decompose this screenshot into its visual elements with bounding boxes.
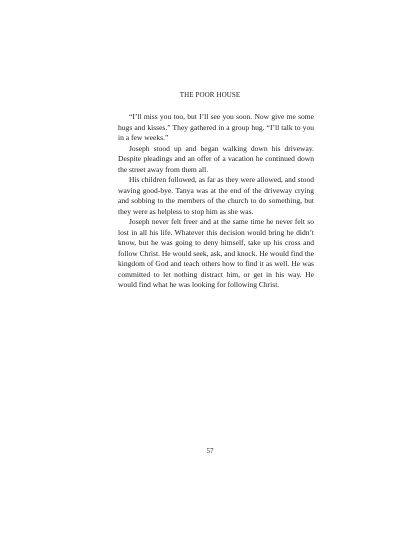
running-header: THE POOR HOUSE: [179, 91, 241, 99]
page-number: 57: [206, 447, 214, 455]
paragraph: “I’ll miss you too, but I’ll see you soon. Now give me some hugs and kisses.” They gathered in a group hug. “I’ll talk to you in a few weeks.”: [118, 112, 314, 142]
paragraph: Joseph stood up and began walking down his driveway. Despite pleadings and an offer of a vacation he continued down the street away from them all.: [118, 143, 314, 174]
body-text: [118, 112, 314, 291]
paragraph: His children followed, as far as they were allowed, and stood waving good-bye. Tanya was at the end of the driveway crying and sobbing to the members of the church to do something, but they were as helpless to stop him as she was.: [118, 175, 314, 216]
paragraph: Joseph never felt freer and at the same time he never felt so lost in all his life. Whatever this decision would bring he didn’t know, but he was going to deny himself, take up his cross and follow Christ. He would seek, ask, and knock. He would find the kingdom of God and teach others how to find it as well. He was committed to let nothing distract him, or get in his way. He would find what he was looking for following Christ.: [118, 217, 314, 289]
